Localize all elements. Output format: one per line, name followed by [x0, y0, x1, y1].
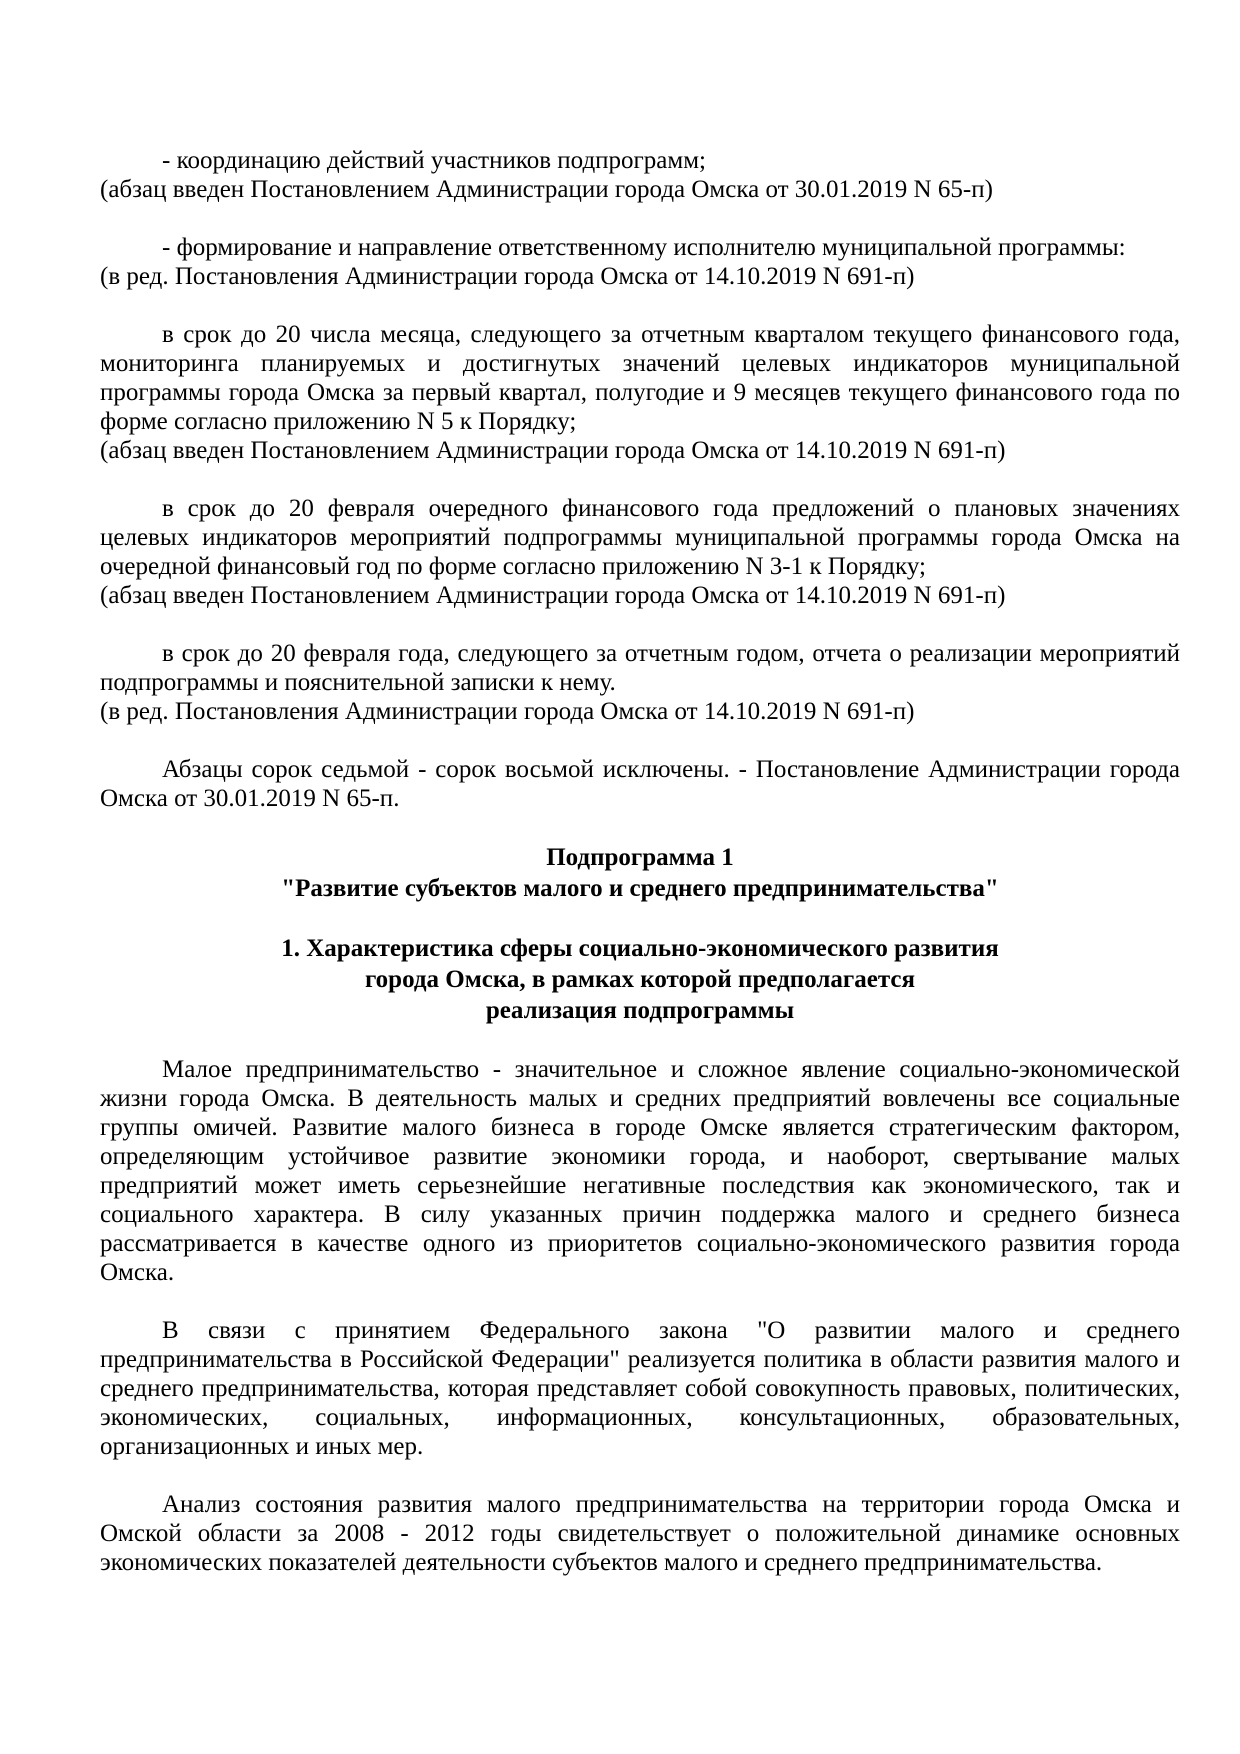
amendment-note: (абзац введен Постановлением Администрации города Омска от 14.10.2019 N 691-п): [100, 437, 1006, 464]
paragraph-indicator-proposals: в срок до 20 февраля очередного финансового года предложений о плановых значениях целевых индикаторов мероприятий подпрограммы муниципальной программы города Омска на очередной финансовый год по форме согласно приложению N 3-1 к Порядку;: [100, 495, 1180, 580]
paragraph-monitoring-deadline: в срок до 20 числа месяца, следующего за отчетным кварталом текущего финансового года, мониторинга планируемых и достигнутых значений целевых индикаторов муниципальной программы города Омска за первый квартал, полугодие и 9 месяцев текущего финансового года по форме согласно приложению N 5 к Порядку;: [100, 321, 1180, 435]
amendment-note: (абзац введен Постановлением Администрации города Омска от 30.01.2019 N 65-п): [100, 176, 993, 203]
section-heading-line: города Омска, в рамках которой предполагается: [364, 966, 916, 993]
section-heading-line: реализация подпрограммы: [485, 997, 795, 1024]
subprogram-title-line: Подпрограмма 1: [546, 844, 734, 871]
section-heading: [100, 933, 1180, 1026]
paragraph-federal-law-policy: В связи с принятием Федерального закона "О развитии малого и среднего предпринимательства в Российской Федерации" реализуется политика в области развития малого и среднего предпринимательства, которая представляет собой совокупность правовых, политических, экономических, социальных, информационных, консультационных, образовательных, организационных и иных мер.: [100, 1317, 1180, 1460]
amendment-note: (в ред. Постановления Администрации города Омска от 14.10.2019 N 691-п): [100, 263, 915, 290]
paragraph-coordination: - координацию действий участников подпрограмм;: [162, 147, 706, 174]
paragraph-small-business-significance: Малое предпринимательство - значительное и сложное явление социально-экономической жизни города Омска. В деятельность малых и средних предприятий вовлечены все социальные группы омичей. Развитие малого бизнеса в городе Омске является стратегическим фактором, определяющим устойчивое развитие экономики города, и наоборот, свертывание малых предприятий может иметь серьезнейшие негативные последствия как экономического, так и социального характера. В силу указанных причин поддержка малого и среднего бизнеса рассматривается в качестве одного из приоритетов социально-экономического развития города Омска.: [100, 1056, 1180, 1286]
paragraph-analysis-2008-2012: Анализ состояния развития малого предпринимательства на территории города Омска и Омской области за 2008 - 2012 годы свидетельствует о положительной динамике основных экономических показателей деятельности субъектов малого и среднего предпринимательства.: [100, 1491, 1180, 1576]
subprogram-title-line: "Развитие субъектов малого и среднего предпринимательства": [281, 875, 999, 902]
paragraph-annual-report: в срок до 20 февраля года, следующего за отчетным годом, отчета о реализации мероприятий подпрограммы и пояснительной записки к нему.: [100, 640, 1180, 696]
section-heading-line: 1. Характеристика сферы социально-экономического развития: [281, 935, 999, 962]
amendment-note: (в ред. Постановления Администрации города Омска от 14.10.2019 N 691-п): [100, 698, 915, 725]
subprogram-title: [100, 842, 1180, 904]
paragraph-formation: - формирование и направление ответственному исполнителю муниципальной программы:: [162, 234, 1126, 261]
amendment-note: (абзац введен Постановлением Администрации города Омска от 14.10.2019 N 691-п): [100, 582, 1006, 609]
paragraph-excluded-clauses: Абзацы сорок седьмой - сорок восьмой исключены. - Постановление Администрации города Омска от 30.01.2019 N 65-п.: [100, 756, 1180, 812]
